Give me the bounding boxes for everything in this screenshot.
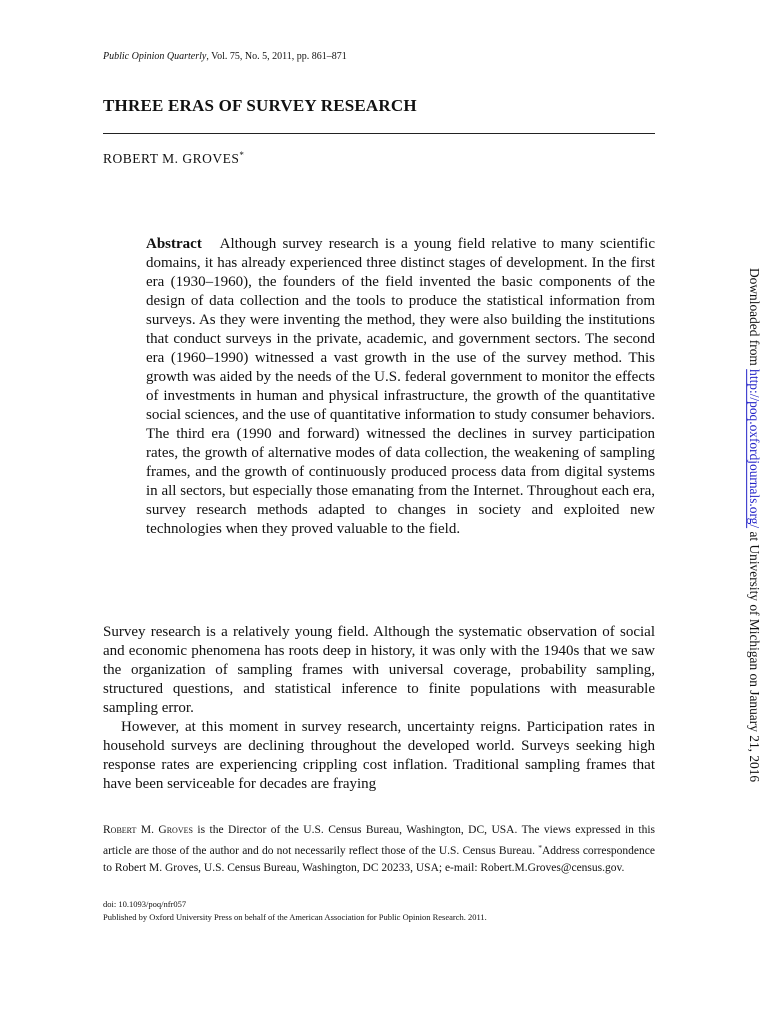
article-title: THREE ERAS OF SURVEY RESEARCH xyxy=(103,96,417,115)
journal-citation xyxy=(103,51,347,63)
download-watermark xyxy=(746,268,762,782)
abstract-text: Although survey research is a young field relative to many scientific domains, it has already experienced three distinct stages of development. In the first era (1930–1960), the founders of the field invented the basic components of the design of data collection and the tools to produce the statistical information from surveys. As they were inventing the method, they were also building the institutions that conduct surveys in the private, academic, and government sectors. The second era (1960–1990) witnessed a vast growth in the use of the survey method. This growth was aided by the needs of the U.S. federal government to monitor the effects of investments in human and physical infrastructure, the growth of the quantitative social sciences, and the use of quantitative information to study consumer behaviors. The third era (1990 and forward) witnessed the declines in survey participation rates, the growth of alternative modes of data collection, the weakening of sampling frames, and the growth of continuously produced process data from digital systems in all sectors, but especially those emanating from the Internet. Throughout each era, survey research methods adapted to changes in society and exploited new technologies when they proved valuable to the field. xyxy=(146,236,655,537)
article-body xyxy=(103,623,655,794)
abstract-label: Abstract xyxy=(146,236,202,252)
footnote-text-correspondence: Address correspondence to Robert M. Groves, U.S. Census Bureau, Washington, DC 20233, USA; e-mail: Robert.M.Groves@census.gov. xyxy=(103,845,655,874)
download-prefix: Downloaded from xyxy=(747,268,762,370)
journal-volume-pages: , Vol. 75, No. 5, 2011, pp. 861–871 xyxy=(206,51,347,62)
doi: doi: 10.1093/poq/nfr057 xyxy=(103,899,187,909)
title-divider xyxy=(103,133,655,134)
author-footnote xyxy=(103,822,655,877)
journal-link[interactable]: http://poq.oxfordjournals.org/ xyxy=(747,369,762,529)
footnote-author: Robert M. Groves xyxy=(103,824,193,836)
body-paragraph: Survey research is a relatively young field. Although the systematic observation of social and economic phenomena has roots deep in history, it was only with the 1940s that we saw the organization of sampling frames with universal coverage, probability sampling, structured questions, and statistical inference to finite populations with measurable sampling error. xyxy=(103,624,655,716)
author-footnote-mark: * xyxy=(239,150,245,160)
author-name: ROBERT M. GROVES xyxy=(103,151,240,166)
journal-name: Public Opinion Quarterly xyxy=(103,51,207,62)
publication-meta xyxy=(103,898,655,924)
download-suffix: at University of Michigan on January 21, 2016 xyxy=(747,528,762,783)
body-paragraph: However, at this moment in survey research, uncertainty reigns. Participation rates in household surveys are declining throughout the developed world. Surveys seeking high response rates are experiencing crippling cost inflation. Traditional sampling frames that have been serviceable for decades are fraying xyxy=(103,719,655,792)
article-author xyxy=(103,147,244,167)
publisher-note: Published by Oxford University Press on behalf of the American Association for Public Opinion Research. 2011. xyxy=(103,912,487,922)
abstract xyxy=(146,235,655,539)
footnote-text-affiliation: is the Director of the U.S. Census Bureau, Washington, DC, USA. The views expressed in this article are those of the author and do not necessarily reflect those of the U.S. Census Bureau. xyxy=(103,824,655,857)
footnote-mark: * xyxy=(538,843,542,852)
